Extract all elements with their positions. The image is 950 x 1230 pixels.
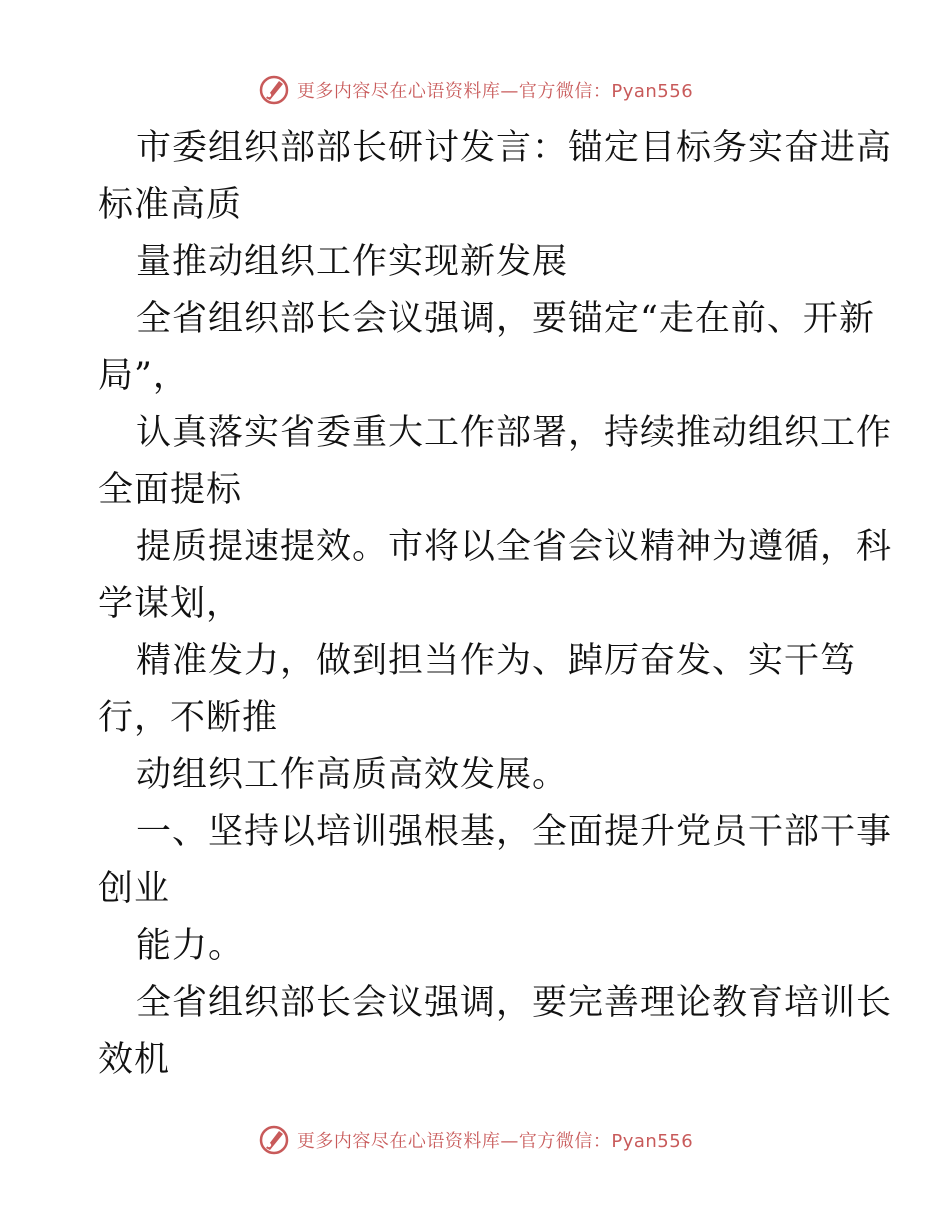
text-line: 提质提速提效。市将以全省会议精神为遵循，科 xyxy=(136,527,893,567)
text-line: 量推动组织工作实现新发展 xyxy=(136,242,569,282)
text-line: 全省组织部长会议强调，要完善理论教育培训长 xyxy=(136,983,893,1023)
footer-watermark xyxy=(0,1120,950,1160)
text-line: 创业 xyxy=(98,869,171,909)
text-line: 标准高质 xyxy=(98,185,243,225)
text-line: 效机 xyxy=(98,1040,171,1080)
watermark-text: 更多内容尽在心语资料库—官方微信：Pyan556 xyxy=(296,81,694,102)
watermark-text: 更多内容尽在心语资料库—官方微信：Pyan556 xyxy=(296,1131,694,1152)
document-body xyxy=(98,120,893,1089)
pen-circle-logo-icon xyxy=(257,1123,291,1157)
text-line: 精准发力，做到担当作为、踔厉奋发、实干笃 xyxy=(136,641,857,681)
text-line: 行，不断推 xyxy=(98,698,279,738)
header-watermark xyxy=(0,70,950,110)
watermark-group xyxy=(257,1123,693,1157)
text-line: 认真落实省委重大工作部署，持续推动组织工作 xyxy=(136,413,893,453)
text-line: 全面提标 xyxy=(98,470,243,510)
text-line: 市委组织部部长研讨发言：锚定目标务实奋进高 xyxy=(136,128,893,168)
text-line: 局”， xyxy=(98,356,189,396)
text-line: 全省组织部长会议强调，要锚定“走在前、开新 xyxy=(136,299,875,339)
pen-circle-logo-icon xyxy=(257,73,291,107)
watermark-group xyxy=(257,73,693,107)
text-line: 动组织工作高质高效发展。 xyxy=(136,755,569,795)
text-line: 能力。 xyxy=(136,926,245,966)
text-line: 一、坚持以培训强根基，全面提升党员干部干事 xyxy=(136,812,893,852)
text-line: 学谋划， xyxy=(98,584,243,624)
